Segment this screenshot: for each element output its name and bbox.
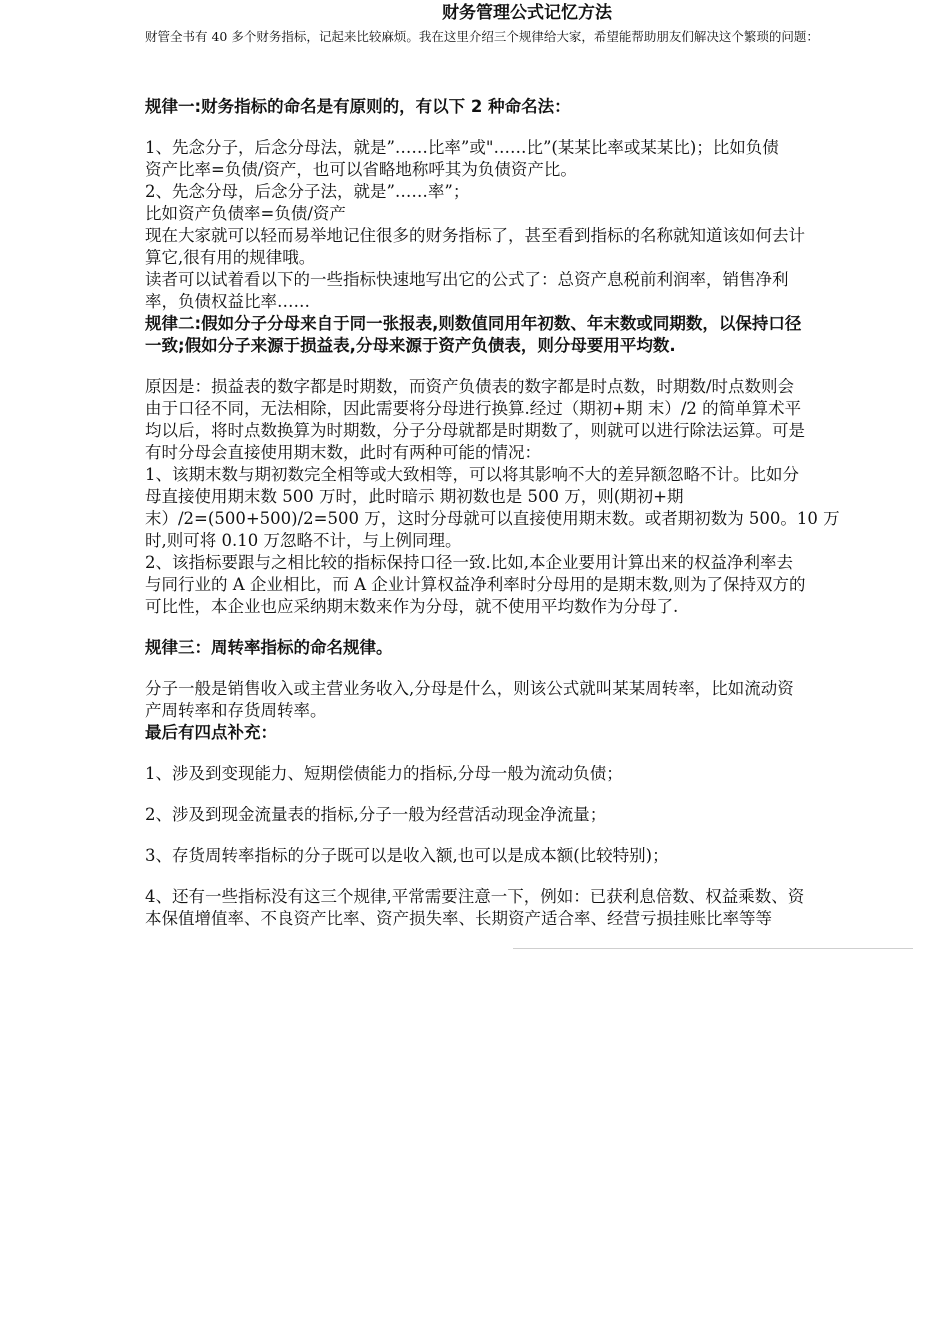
- rule-three-heading: 规律三：周转率指标的命名规律。: [145, 638, 393, 657]
- paragraph-line: 有时分母会直接使用期末数，此时有两种可能的情况：: [145, 443, 541, 462]
- supplement-item-cont: 本保值增值率、不良资产比率、资产损失率、长期资产适合率、经营亏损挂账比率等等: [145, 909, 772, 928]
- paragraph-line: 原因是：损益表的数字都是时期数，而资产负债表的数字都是时点数，时期数/时点数则会: [145, 377, 795, 396]
- paragraph-line: 母直接使用期末数 500 万时，此时暗示 期初数也是 500 万，则(期初+期: [145, 487, 684, 506]
- rule-two-heading-cont: 一致;假如分子来源于损益表,分母来源于资产负债表，则分母要用平均数.: [145, 336, 676, 355]
- paragraph-line: 末）/2=(500+500)/2=500 万，这时分母就可以直接使用期末数。或者期初数为 500。10 万: [145, 509, 840, 528]
- rule-two-heading: 规律二:假如分子分母来自于同一张报表,则数值同用年初数、年末数或同期数，以保持口径: [145, 314, 802, 333]
- paragraph-line: 可比性，本企业也应采纳期末数来作为分母，就不使用平均数作为分母了.: [145, 597, 679, 616]
- paragraph-line: 现在大家就可以轻而易举地记住很多的财务指标了，甚至看到指标的名称就知道该如何去计: [145, 226, 805, 245]
- paragraph-line: 均以后，将时点数换算为时期数，分子分母就都是时期数了，则就可以进行除法运算。可是: [145, 421, 805, 440]
- paragraph-line: 率，负债权益比率……: [145, 292, 310, 311]
- paragraph-line: 比如资产负债率=负债/资产: [145, 204, 346, 223]
- paragraph-line: 由于口径不同，无法相除，因此需要将分母进行换算.经过（期初+期 末）/2 的简单算术平: [145, 399, 802, 418]
- supplement-item: 3、存货周转率指标的分子既可以是收入额,也可以是成本额(比较特别)；: [145, 846, 669, 865]
- paragraph-line: 2、该指标要跟与之相比较的指标保持口径一致.比如,本企业要用计算出来的权益净利率去: [145, 553, 793, 572]
- footer-divider: [513, 948, 913, 949]
- paragraph-line: 读者可以试着看以下的一些指标快速地写出它的公式了：总资产息税前利润率，销售净利: [145, 270, 789, 289]
- supplement-item: 2、涉及到现金流量表的指标,分子一般为经营活动现金净流量；: [145, 805, 607, 824]
- supplement-item: 4、还有一些指标没有这三个规律,平常需要注意一下，例如：已获利息倍数、权益乘数、资: [145, 887, 805, 906]
- paragraph-line: 1、先念分子，后念分母法，就是”……比率”或"……比”(某某比率或某某比)；比如负债: [145, 138, 779, 157]
- document-title: 财务管理公式记忆方法: [442, 3, 612, 23]
- paragraph-line: 算它,很有用的规律哦。: [145, 248, 316, 267]
- paragraph-line: 与同行业的 A 企业相比，而 A 企业计算权益净利率时分母用的是期末数,则为了保持双方的: [145, 575, 806, 594]
- supplement-item: 1、涉及到变现能力、短期偿债能力的指标,分母一般为流动负债；: [145, 764, 623, 783]
- paragraph-line: 时,则可将 0.10 万忽略不计，与上例同理。: [145, 531, 462, 550]
- document-intro: 财管全书有 40 多个财务指标，记起来比较麻烦。我在这里介绍三个规律给大家，希望能帮助朋友们解决这个繁琐的问题：: [145, 29, 819, 44]
- rule-one-heading: 规律一:财务指标的命名是有原则的，有以下 2 种命名法：: [145, 97, 571, 116]
- paragraph-line: 资产比率=负债/资产，也可以省略地称呼其为负债资产比。: [145, 160, 577, 179]
- paragraph-line: 1、该期末数与期初数完全相等或大致相等，可以将其影响不大的差异额忽略不计。比如分: [145, 465, 799, 484]
- paragraph-line: 产周转率和存货周转率。: [145, 701, 327, 720]
- paragraph-line: 2、先念分母，后念分子法，就是”……率”；: [145, 182, 470, 201]
- paragraph-line: 分子一般是销售收入或主营业务收入,分母是什么，则该公式就叫某某周转率，比如流动资: [145, 679, 794, 698]
- supplement-heading: 最后有四点补充：: [145, 723, 277, 742]
